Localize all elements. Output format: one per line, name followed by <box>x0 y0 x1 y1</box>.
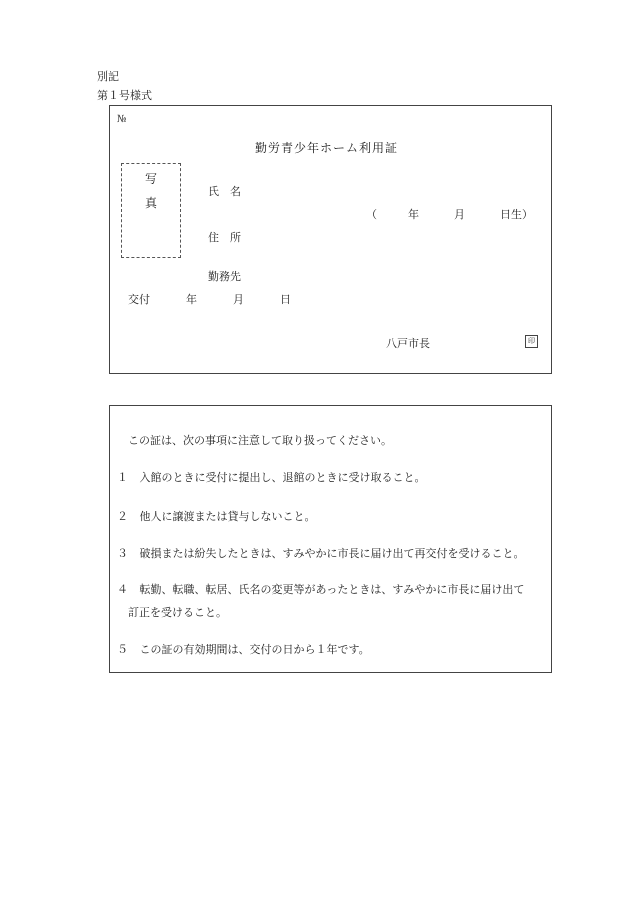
note-item-4-continuation: 訂正を受けること。 <box>128 606 227 619</box>
note-text: この証の有効期間は、交付の日から１年です。 <box>139 643 370 656</box>
issue-month: 月 <box>233 293 244 306</box>
birth-day: 日生） <box>500 208 533 221</box>
address-label: 住 所 <box>208 231 241 244</box>
photo-area <box>121 163 181 258</box>
note-item-2 <box>117 508 316 524</box>
card-title: 勤労青少年ホーム利用証 <box>255 141 399 155</box>
note-number: ２ <box>117 510 128 523</box>
usage-card <box>109 105 552 374</box>
birth-month: 月 <box>454 208 465 221</box>
issue-day: 日 <box>280 293 291 306</box>
note-text: 入館のときに受付に提出し、退館のときに受け取ること。 <box>139 471 426 484</box>
seal-icon: 印 <box>525 335 538 348</box>
birth-year: 年 <box>408 208 419 221</box>
name-label: 氏 名 <box>208 185 241 198</box>
form-label: 第１号様式 <box>97 89 152 102</box>
note-item-3 <box>117 545 525 561</box>
notes-intro: この証は、次の事項に注意して取り扱ってください。 <box>128 434 392 447</box>
note-number: ３ <box>117 547 128 560</box>
note-text: 転勤、転職、転居、氏名の変更等があったときは、すみやかに市長に届け出て <box>139 583 525 596</box>
note-item-1 <box>117 469 426 485</box>
note-item-4 <box>117 581 524 597</box>
mayor-label: 八戸市長 <box>386 337 430 350</box>
note-number: １ <box>117 471 128 484</box>
photo-char-2: 真 <box>144 196 157 210</box>
note-text: 他人に譲渡または貸与しないこと。 <box>139 510 316 523</box>
card-number-label: № <box>117 114 127 125</box>
notes-box <box>109 405 552 673</box>
note-number: ５ <box>117 643 128 656</box>
note-number: ４ <box>117 583 128 596</box>
workplace-label: 勤務先 <box>208 270 241 283</box>
birth-open-paren: （ <box>366 208 377 221</box>
photo-char-1: 写 <box>144 172 157 186</box>
issue-label: 交付 <box>128 293 150 306</box>
annex-label: 別記 <box>97 70 119 83</box>
note-text: 破損または紛失したときは、すみやかに市長に届け出て再交付を受けること。 <box>139 547 525 560</box>
note-item-5 <box>117 641 370 657</box>
issue-year: 年 <box>186 293 197 306</box>
